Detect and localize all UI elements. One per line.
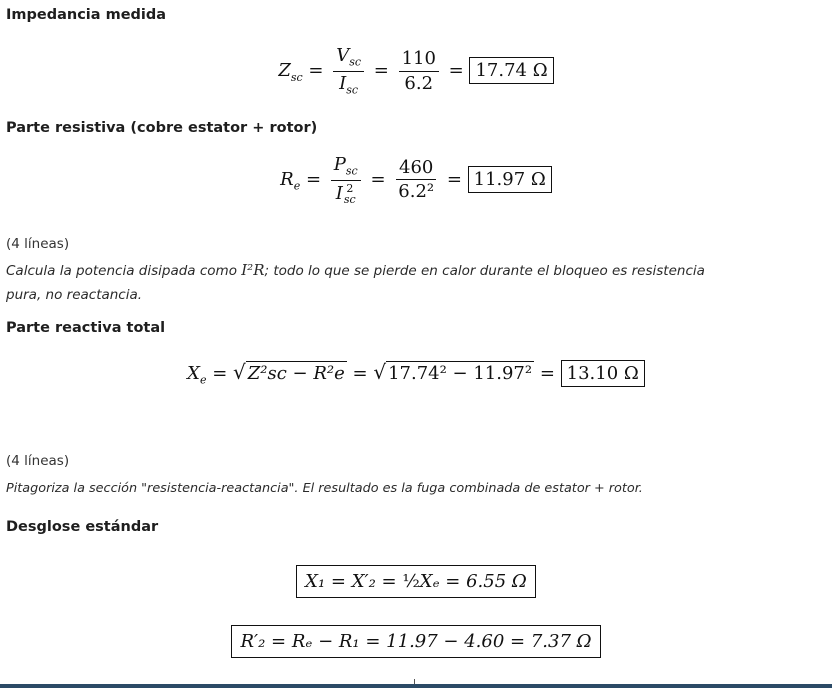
lines-note-1: (4 líneas) bbox=[6, 236, 70, 252]
impedance-fraction-numeric: $\frac{110}{6.2}$ bbox=[399, 49, 439, 94]
resistance-fraction-symbolic: $P_{sc}$ I 2 sc bbox=[331, 155, 361, 205]
explanation-pythagoras: Pitagoriza la sección "resistencia-reactancia". El resultado es la fuga combinada de estator + rotor. bbox=[6, 481, 643, 496]
bottom-bar bbox=[0, 684, 832, 688]
reactive-heading: Parte reactiva total bbox=[6, 320, 166, 336]
sqrt-icon: √ bbox=[373, 360, 387, 384]
resistance-result: 11.97 Ω bbox=[468, 166, 552, 193]
resistive-heading: Parte resistiva (cobre estator + rotor) bbox=[6, 120, 318, 136]
explanation-power-dissipated-line2: pura, no reactancia. bbox=[6, 287, 143, 303]
breakdown-equation-r: R′₂ = Rₑ − R₁ = 11.97 − 4.60 = 7.37 Ω bbox=[0, 625, 832, 658]
impedance-equation: $Z_{sc}$ = $\frac{V_{sc}}{I_{sc}}$ = $\frac{110}{6.2}$ = 17.74 Ω bbox=[0, 46, 832, 96]
reactance-equation: $X_e$ = √ Z²sc − R²e = √ 17.74² − 11.97² = 13.10 Ω bbox=[0, 360, 832, 387]
lines-note-2: (4 líneas) bbox=[6, 453, 70, 469]
resistance-fraction-numeric: $\frac{460}{\text{6.2²}}$ bbox=[395, 158, 437, 203]
impedance-result: 17.74 Ω bbox=[469, 57, 553, 84]
impedance-heading: Impedancia medida bbox=[6, 7, 167, 23]
breakdown-heading: Desglose estándar bbox=[6, 519, 159, 535]
reactance-root-numeric: 17.74² − 11.97² bbox=[388, 363, 533, 384]
explanation-power-dissipated: Calcula la potencia disipada como I²R; todo lo que se pierde en calor durante el bloqueo es resistencia bbox=[6, 261, 705, 279]
sqrt-icon: √ bbox=[233, 360, 246, 384]
reactance-root-symbolic: Z²sc − R²e bbox=[247, 363, 345, 384]
breakdown-equation-x: X₁ = X′₂ = ½Xₑ = 6.55 Ω bbox=[0, 565, 832, 598]
reactance-result: 13.10 Ω bbox=[561, 360, 645, 387]
resistance-equation: $R_e$ = $P_{sc}$ I 2 sc = $\frac{460}{\text{6.2²}}$ = 11.97 Ω bbox=[0, 155, 832, 205]
impedance-fraction-symbolic: $\frac{V_{sc}}{I_{sc}}$ bbox=[333, 46, 364, 96]
